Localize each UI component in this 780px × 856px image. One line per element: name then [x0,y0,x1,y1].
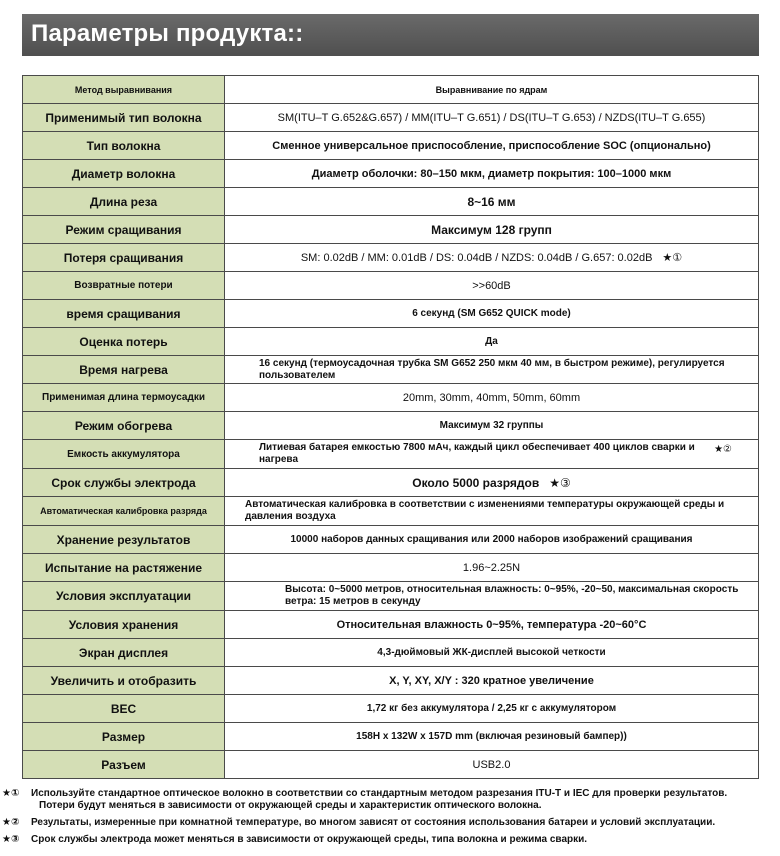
row-label: Размер [23,723,225,751]
table-row [23,751,759,779]
table-row [23,667,759,695]
footnote-mark: ★② [2,817,20,828]
row-value: Выравнивание по ядрам [225,76,759,104]
table-row [23,104,759,132]
row-value: 10000 наборов данных сращивания или 2000 наборов изображений сращивания [225,526,759,554]
row-value: Автоматическая калибровка в соответствии с изменениями температуры окружающей среды и давления воздуха [225,497,759,526]
row-value: Да [225,328,759,356]
row-label: Диаметр волокна [23,160,225,188]
table-row [23,582,759,611]
footnote-mark: ★① [2,788,20,799]
table-row [23,611,759,639]
row-value: 16 секунд (термоусадочная трубка SM G652 250 мкм 40 мм, в быстром режиме), регулируется пользователем [225,356,759,384]
row-value: 158H x 132W x 157D mm (включая резиновый бампер)) [225,723,759,751]
footnote-text: Используйте стандартное оптическое волокно в соответствии со стандартным методом разрезания ITU-T и IEC для проверки результатов. [31,788,728,799]
table-row [23,639,759,667]
row-label: Применимая длина термоусадки [23,384,225,412]
table-row [23,526,759,554]
row-value: 6 секунд (SM G652 QUICK mode) [225,300,759,328]
footnote-mark: ★① [662,252,683,264]
row-label: Время нагрева [23,356,225,384]
footnote [2,817,778,829]
row-value [225,440,759,469]
row-label: Метод выравнивания [23,76,225,104]
row-label: Тип волокна [23,132,225,160]
footnote [2,788,778,812]
row-label: Хранение результатов [23,526,225,554]
row-label: Режим обогрева [23,412,225,440]
row-label: ВЕС [23,695,225,723]
table-row [23,216,759,244]
row-label: Экран дисплея [23,639,225,667]
table-row [23,356,759,384]
row-label: Увеличить и отобразить [23,667,225,695]
row-value: X, Y, XY, X/Y : 320 кратное увеличение [225,667,759,695]
footnote-text: Потери будут меняться в зависимости от окружающей среды и характеристик оптического волокна. [39,800,542,811]
footnote-mark: ★② [714,444,732,455]
row-value: Высота: 0~5000 метров, относительная влажность: 0~95%, -20~50, максимальная скорость ветра: 15 метров в секунду [225,582,759,611]
table-row [23,554,759,582]
table-row [23,300,759,328]
row-value: SM(ITU–T G.652&G.657) / MM(ITU–T G.651) / DS(ITU–T G.653) / NZDS(ITU–T G.655) [225,104,759,132]
footnote [2,834,778,846]
row-label: Условия хранения [23,611,225,639]
table-row [23,469,759,497]
row-value: Диаметр оболочки: 80–150 мкм, диаметр покрытия: 100–1000 мкм [225,160,759,188]
table-row [23,160,759,188]
row-value-text: SM: 0.02dB / MM: 0.01dB / DS: 0.04dB / NZDS: 0.04dB / G.657: 0.02dB [300,252,653,264]
row-value: 1,72 кг без аккумулятора / 2,25 кг с аккумулятором [225,695,759,723]
row-label: Емкость аккумулятора [23,440,225,469]
footnote-text: Срок службы электрода может меняться в зависимости от окружающей среды, типа волокна и режима сварки. [31,834,588,845]
row-label: Длина реза [23,188,225,216]
table-row [23,244,759,272]
table-row [23,440,759,469]
row-label: Автоматическая калибровка разряда [23,497,225,526]
row-value: Относительная влажность 0~95%, температура -20~60°C [225,611,759,639]
table-row [23,132,759,160]
table-row [23,497,759,526]
row-label: Оценка потерь [23,328,225,356]
row-value: 4,3-дюймовый ЖК-дисплей высокой четкости [225,639,759,667]
footnote-mark: ★③ [549,475,571,490]
row-value-text: Литиевая батарея емкостью 7800 мАч, каждый цикл обеспечивает 400 циклов сварки и нагрева [259,442,695,465]
row-label: Применимый тип волокна [23,104,225,132]
table-row [23,412,759,440]
row-label: Возвратные потери [23,272,225,300]
footnotes [2,788,778,851]
row-value: Максимум 128 групп [225,216,759,244]
table-row [23,328,759,356]
table-row [23,384,759,412]
row-value [225,469,759,497]
title-banner [22,14,759,56]
spec-table [22,75,759,779]
row-label: Срок службы электрода [23,469,225,497]
page-title: Параметры продукта:: [31,20,304,47]
row-value-text: Около 5000 разрядов [412,475,540,490]
row-label: время сращивания [23,300,225,328]
row-label: Испытание на растяжение [23,554,225,582]
row-value: Максимум 32 группы [225,412,759,440]
table-row [23,272,759,300]
row-label: Условия эксплуатации [23,582,225,611]
row-label: Режим сращивания [23,216,225,244]
table-row [23,188,759,216]
row-value: USB2.0 [225,751,759,779]
row-value: 20mm, 30mm, 40mm, 50mm, 60mm [225,384,759,412]
row-value: Сменное универсальное приспособление, приспособление SOC (опционально) [225,132,759,160]
row-value: 8~16 мм [225,188,759,216]
row-label: Потеря сращивания [23,244,225,272]
footnote-text: Результаты, измеренные при комнатной температуре, во многом зависят от состояния использования батареи и условий эксплуатации. [31,817,716,828]
table-row [23,76,759,104]
row-value: >>60dB [225,272,759,300]
table-row [23,695,759,723]
row-label: Разъем [23,751,225,779]
footnote-mark: ★③ [2,834,20,845]
table-row [23,723,759,751]
row-value: 1.96~2.25N [225,554,759,582]
row-value [225,244,759,272]
